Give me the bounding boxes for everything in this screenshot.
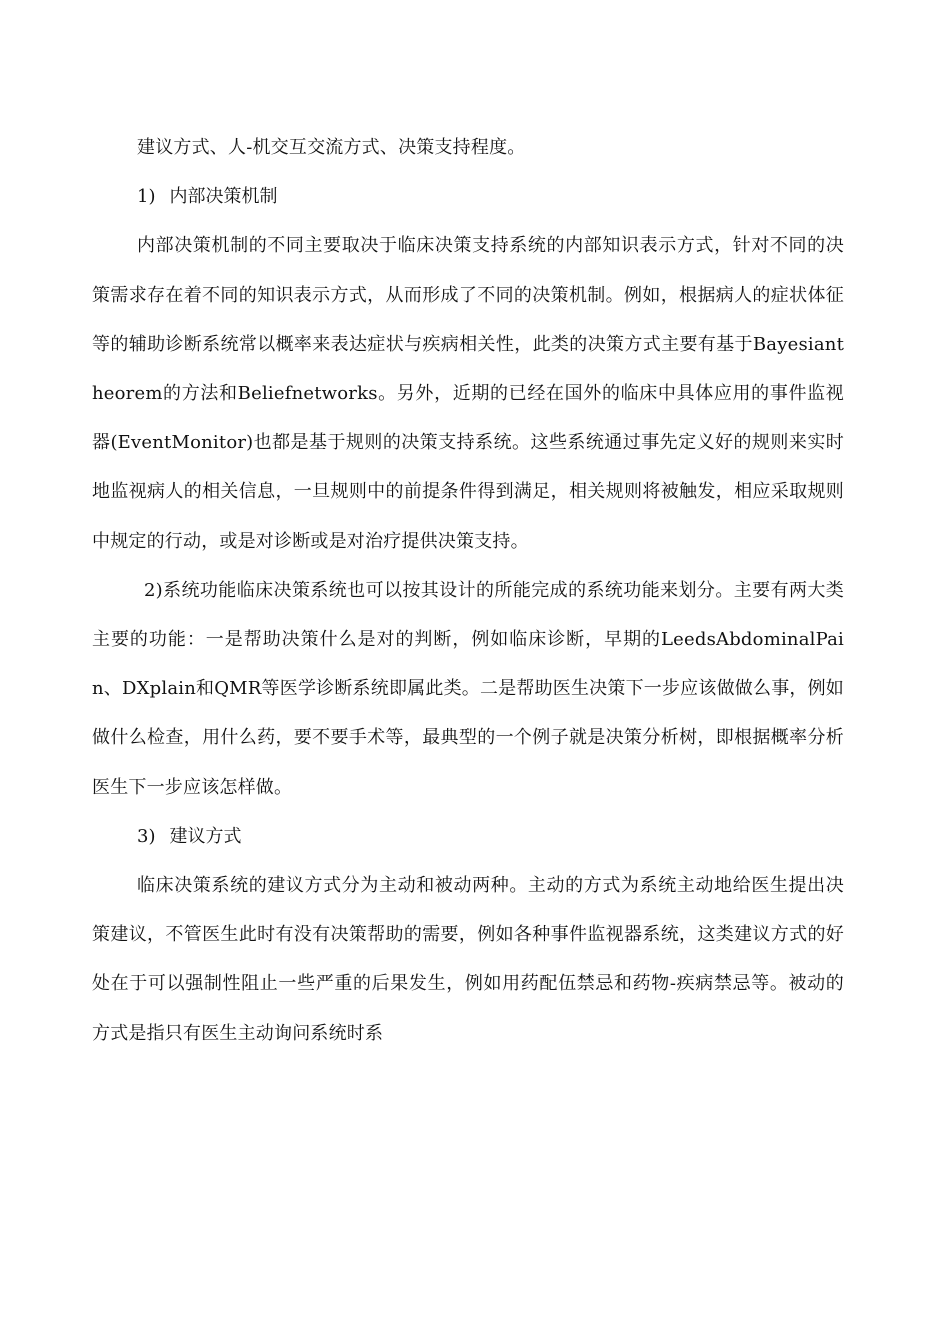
paragraph-intro-continuation: 建议方式、人-机交互交流方式、决策支持程度。 — [137, 137, 526, 158]
section-heading-advice-mode — [92, 812, 844, 861]
paragraph-system-function: 2)系统功能临床决策系统也可以按其设计的所能完成的系统功能来划分。主要有两大类主要的功能：一是帮助决策什么是对的判断，例如临床诊断，早期的LeedsAbdominalPain、DXplain和QMR等医学诊断系统即属此类。二是帮助医生决策下一步应该做做么事，例如做什么检查，用什么药，要不要手术等，最典型的一个例子就是决策分析树，即根据概率分析医生下一步应该怎样做。 — [92, 579, 844, 798]
document-body — [92, 123, 844, 1058]
section-heading-internal-mechanism — [92, 172, 844, 221]
section-number: 1) — [137, 186, 156, 208]
section-title: 内部决策机制 — [169, 186, 278, 208]
paragraph-internal-mechanism: 内部决策机制的不同主要取决于临床决策支持系统的内部知识表示方式，针对不同的决策需求存在着不同的知识表示方式，从而形成了不同的决策机制。例如，根据病人的症状体征等的辅助诊断系统常以概率来表达症状与疾病相关性，此类的决策方式主要有基于Bayesiantheorem的方法和Beliefnetworks。另外，近期的已经在国外的临床中具体应用的事件监视器(EventMonitor)也都是基于规则的决策支持系统。这些系统通过事先定义好的规则来实时地监视病人的相关信息，一旦规则中的前提条件得到满足，相关规则将被触发，相应采取规则中规定的行动，或是对诊断或是对治疗提供决策支持。 — [92, 235, 844, 552]
section-title: 建议方式 — [169, 825, 242, 847]
paragraph-advice-mode: 临床决策系统的建议方式分为主动和被动两种。主动的方式为系统主动地给医生提出决策建议，不管医生此时有没有决策帮助的需要，例如各种事件监视器系统，这类建议方式的好处在于可以强制性阻止一些严重的后果发生，例如用药配伍禁忌和药物-疾病禁忌等。被动的方式是指只有医生主动询问系统时系 — [92, 875, 844, 1044]
section-number: 3) — [137, 825, 156, 847]
